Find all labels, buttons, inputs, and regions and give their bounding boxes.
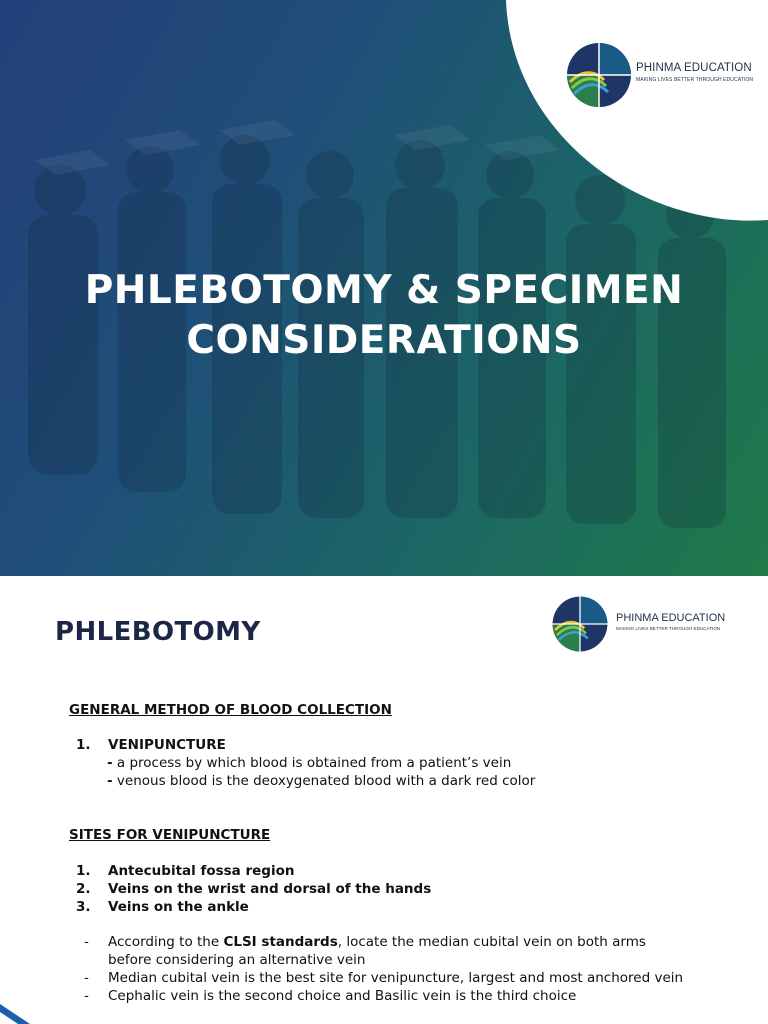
- list-item-venipuncture: [76, 737, 226, 753]
- note-cephalic-basilic: Cephalic vein is the second choice and Basilic vein is the third choice: [108, 988, 577, 1004]
- list-item-site: [76, 881, 431, 897]
- logo-tagline-text: MAKING LIVES BETTER THROUGH EDUCATION: [616, 626, 721, 631]
- slide-title-line-2: CONSIDERATIONS: [186, 318, 582, 363]
- list-number: 3.: [76, 899, 91, 915]
- logo-tagline-text: MAKING LIVES BETTER THROUGH EDUCATION: [636, 77, 754, 83]
- note-text: , locate the median cubital vein on both arms: [337, 934, 646, 950]
- dash-marker: -: [107, 773, 113, 789]
- list-number: 2.: [76, 881, 91, 897]
- list-number: 1.: [76, 737, 91, 753]
- slide-title: [0, 266, 768, 366]
- note-bullet: -: [84, 970, 89, 986]
- list-item-site: [76, 899, 249, 915]
- note-bullet: -: [84, 934, 89, 950]
- note-bold-text: CLSI standards: [223, 934, 338, 950]
- phinma-globe-icon: [550, 594, 610, 654]
- note-clsi: [108, 933, 646, 951]
- list-label: Veins on the wrist and dorsal of the hands: [108, 881, 432, 897]
- logo-brand-text: PHINMA EDUCATION: [616, 612, 726, 624]
- section-heading-general-method: GENERAL METHOD OF BLOOD COLLECTION: [69, 702, 392, 718]
- definition-line: [107, 755, 511, 771]
- slide-heading: PHLEBOTOMY: [55, 617, 261, 647]
- phinma-globe-icon: [564, 40, 634, 110]
- phinma-logo: [550, 594, 750, 654]
- definition-text: venous blood is the deoxygenated blood with a dark red color: [112, 773, 536, 789]
- note-bullet: -: [84, 988, 89, 1004]
- definition-text: a process by which blood is obtained from a patient’s vein: [112, 755, 512, 771]
- definition-line: [107, 773, 535, 789]
- phinma-logo: [564, 40, 764, 110]
- content-slide: [0, 576, 768, 1024]
- note-clsi-continuation: before considering an alternative vein: [108, 952, 366, 968]
- dash-marker: -: [107, 755, 113, 771]
- note-median-cubital: Median cubital vein is the best site for venipuncture, largest and most anchored vein: [108, 970, 684, 986]
- list-number: 1.: [76, 863, 91, 879]
- note-text: According to the: [108, 934, 224, 950]
- list-label: Antecubital fossa region: [108, 863, 295, 879]
- corner-accent-shape: [0, 992, 40, 1024]
- list-label: Veins on the ankle: [108, 899, 249, 915]
- list-label: VENIPUNCTURE: [108, 737, 226, 753]
- list-item-site: [76, 863, 294, 879]
- slide-title-line-1: PHLEBOTOMY & SPECIMEN: [84, 268, 684, 313]
- section-heading-sites: SITES FOR VENIPUNCTURE: [69, 827, 271, 843]
- logo-brand-text: PHINMA EDUCATION: [636, 62, 752, 74]
